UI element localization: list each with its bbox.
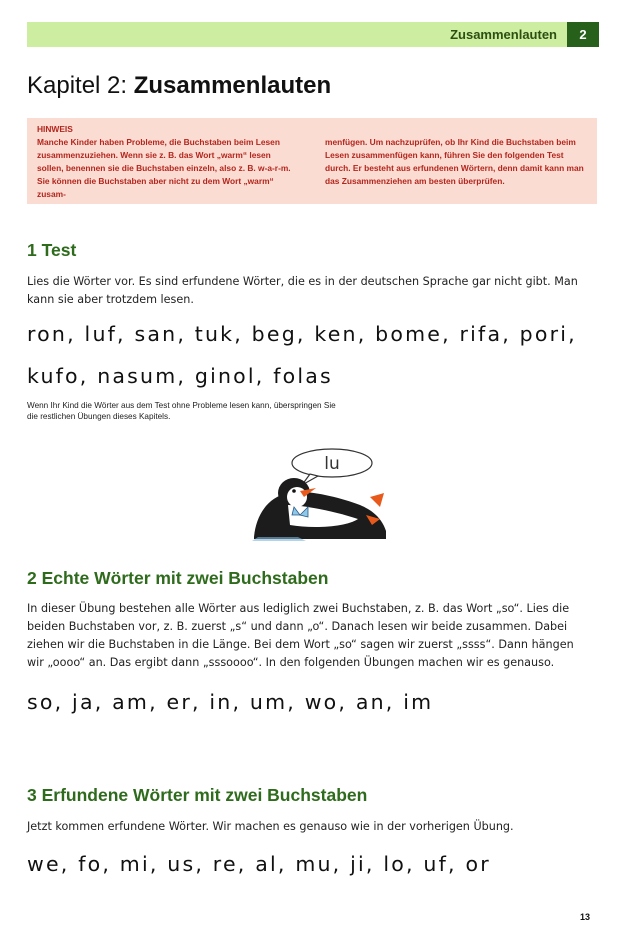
page-title — [27, 72, 331, 100]
section-1-words-line-2: kufo, nasum, ginol, folas — [27, 364, 333, 388]
page-title-main: Zusammenlauten — [133, 72, 332, 99]
hint-text-column-1: Manche Kinder haben Probleme, die Buchstaben beim Lesen zusammenzuziehen. Wenn sie z. B. das Wort „warm“ lesen sollen, benennen sie die Buchstaben einzeln, also z. B. w-a-r-m. Sie können die Buchstaben aber nicht zu dem Wort „warm“ zusam- — [37, 137, 291, 199]
section-3-words: we, fo, mi, us, re, al, mu, ji, lo, uf, or — [27, 852, 491, 876]
section-1-instructions: Lies die Wörter vor. Es sind erfundene Wörter, die es in der deutschen Sprache gar nicht gibt. Man kann sie aber trotzdem lesen. — [27, 275, 578, 306]
section-1-note: Wenn Ihr Kind die Wörter aus dem Test ohne Probleme lesen kann, überspringen Sie die restlichen Übungen dieses Kapitels. — [27, 401, 336, 421]
section-2-words: so, ja, am, er, in, um, wo, an, im — [27, 690, 434, 714]
section-2-heading: 2 Echte Wörter mit zwei Buchstaben — [27, 568, 329, 588]
section-1-words-line-1: ron, luf, san, tuk, beg, ken, bome, rifa, pori, — [27, 322, 577, 346]
page-title-prefix: Kapitel 2: — [27, 72, 134, 99]
chapter-header-label: Zusammenlauten — [450, 27, 557, 42]
page-number: 13 — [580, 912, 591, 922]
chapter-header-bar — [27, 22, 567, 47]
hint-box — [27, 118, 597, 204]
speech-bubble-text: lu — [324, 454, 340, 474]
hint-text-column-2: menfügen. Um nachzuprüfen, ob Ihr Kind die Buchstaben beim Lesen zusammenfügen kann, führen Sie den folgenden Test durch. Er besteht aus erfundenen Wörtern, denn damit kann man das Zusammenziehen am besten überprüfen. — [325, 137, 584, 186]
chapter-number-badge: 2 — [567, 22, 599, 47]
penguin-reading-icon — [248, 445, 394, 541]
section-3-instructions: Jetzt kommen erfundene Wörter. Wir machen es genauso wie in der vorherigen Übung. — [27, 820, 514, 833]
hint-columns — [37, 136, 587, 201]
section-2-instructions: In dieser Übung bestehen alle Wörter aus lediglich zwei Buchstaben, z. B. das Wort „so“. Lies die beiden Buchstaben vor, z. B. zuerst „s“ und dann „o“. Danach lesen wir beide zusammen. Dabei ziehen wir die Buchstaben in die Länge. Bei dem Wort „so“ sagen wir zuerst „ssss“. Dann hängen wir „oooo“ an. Das ergibt dann „sssoooo“. In den folgenden Übungen machen wir es genauso. — [27, 602, 574, 669]
section-1-heading: 1 Test — [27, 240, 77, 260]
hint-label: HINWEIS — [37, 124, 73, 134]
section-3-heading: 3 Erfundene Wörter mit zwei Buchstaben — [27, 785, 368, 805]
